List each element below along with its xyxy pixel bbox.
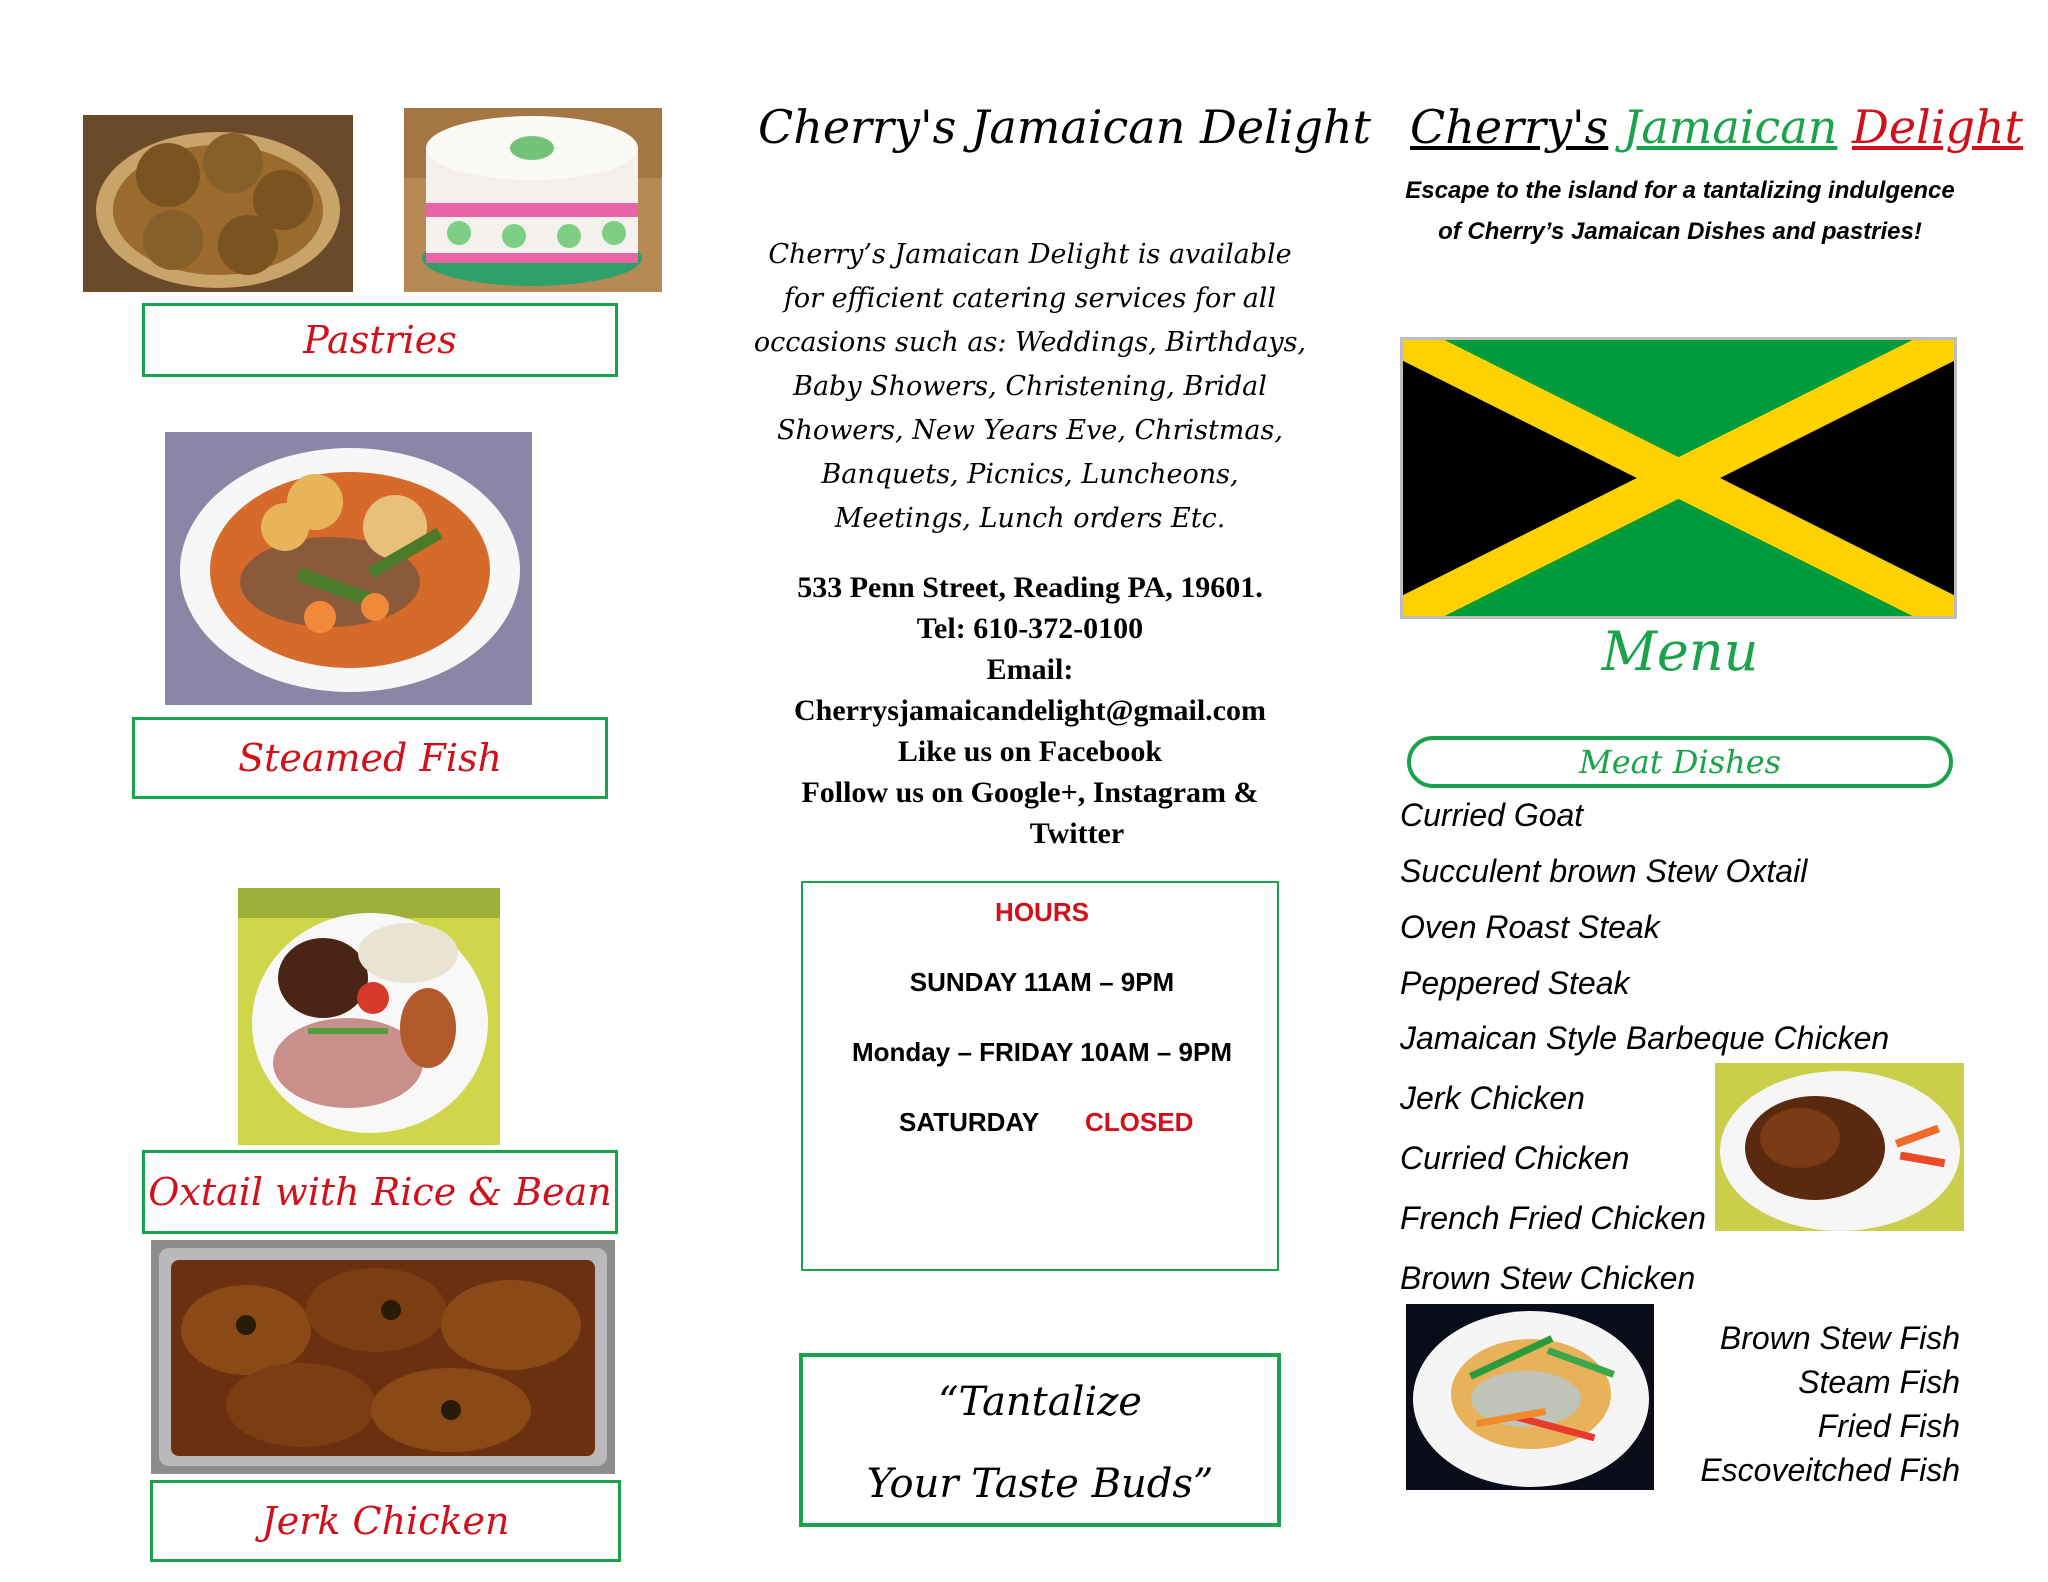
right-title [1410, 100, 2024, 154]
fish-item: Fried Fish [1817, 1408, 1960, 1444]
fish-item: Steam Fish [1798, 1364, 1960, 1400]
jerk-chicken-caption [150, 1480, 621, 1562]
menu-title: Menu [1601, 620, 1759, 683]
steamed-fish-caption [132, 717, 608, 799]
address: 533 Penn Street, Reading PA, 19601. [797, 571, 1263, 604]
fish-item: Escoveitched Fish [1700, 1452, 1960, 1488]
right-title-part-3: Delight [1851, 100, 2024, 154]
fish-item: Brown Stew Fish [1719, 1320, 1960, 1356]
menu-item: Jamaican Style Barbeque Chicken [1400, 1020, 1890, 1056]
follow-line-1: Follow us on Google+, Instagram & [801, 776, 1259, 809]
middle-title: Cherry's Jamaican Delight [758, 100, 1372, 154]
contact-block [750, 567, 1310, 854]
pastries-photo [83, 115, 353, 292]
menu-item: Curried Chicken [1400, 1140, 1630, 1176]
menu-item: Brown Stew Chicken [1400, 1260, 1696, 1296]
jamaica-flag [1400, 337, 1957, 619]
facebook-line: Like us on Facebook [897, 735, 1163, 768]
hours-saturday-status: CLOSED [1085, 1107, 1194, 1137]
telephone: Tel: 610-372-0100 [916, 612, 1144, 645]
pastries-caption-text: Pastries [303, 318, 457, 362]
catering-intro: Cherry’s Jamaican Delight is available for efficient catering services for all occasions such as: Weddings, Birthdays, Baby Showers, Christening, Bridal Showers, New Years Eve, Christmas, Banquets, Picnics, Luncheons, Meetings, Lunch orders Etc. [753, 239, 1307, 534]
meat-dishes-heading-text: Meat Dishes [1578, 743, 1782, 781]
tagline-box [799, 1353, 1281, 1527]
menu-item: Peppered Steak [1400, 965, 1630, 1001]
oxtail-caption [142, 1150, 618, 1234]
menu-item: Oven Roast Steak [1400, 909, 1660, 945]
meat-dishes-heading [1407, 736, 1953, 788]
tagline-line-2: Your Taste Buds” [866, 1461, 1214, 1507]
menu-item: French Fried Chicken [1400, 1200, 1706, 1236]
cake-photo [404, 108, 662, 292]
steamed-fish-caption-text: Steamed Fish [238, 736, 502, 780]
jerk-chicken-caption-text: Jerk Chicken [261, 1499, 510, 1543]
menu-item: Curried Goat [1400, 797, 1584, 833]
tagline-line-1: “Tantalize [938, 1379, 1142, 1425]
right-subtitle: Escape to the island for a tantalizing indulgence of Cherry’s Jamaican Dishes and pastries! [1405, 177, 1955, 245]
steamed-fish-photo [165, 432, 532, 705]
jerk-chicken-plate-photo [1715, 1063, 1964, 1231]
hours-saturday-label: SATURDAY [899, 1107, 1040, 1137]
hours-heading: HOURS [995, 897, 1089, 927]
follow-line-2: Twitter [1029, 817, 1125, 850]
pastries-caption [142, 303, 618, 377]
brown-stew-fish-photo [1406, 1304, 1654, 1490]
hours-box [801, 881, 1279, 1271]
oxtail-photo [238, 888, 500, 1145]
menu-item: Succulent brown Stew Oxtail [1400, 853, 1808, 889]
right-title-part-1: Cherry's [1410, 100, 1609, 154]
oxtail-caption-text: Oxtail with Rice & Bean [148, 1170, 612, 1214]
hours-weekdays: Monday – FRIDAY 10AM – 9PM [852, 1037, 1232, 1067]
email-link[interactable]: Cherrysjamaicandelight@gmail.com [793, 694, 1266, 727]
menu-item: Jerk Chicken [1400, 1080, 1585, 1116]
hours-sunday: SUNDAY 11AM – 9PM [909, 967, 1175, 997]
jerk-chicken-pan-photo [151, 1240, 615, 1474]
email-label: Email: [986, 653, 1074, 686]
right-title-part-2: Jamaican [1622, 100, 1838, 154]
